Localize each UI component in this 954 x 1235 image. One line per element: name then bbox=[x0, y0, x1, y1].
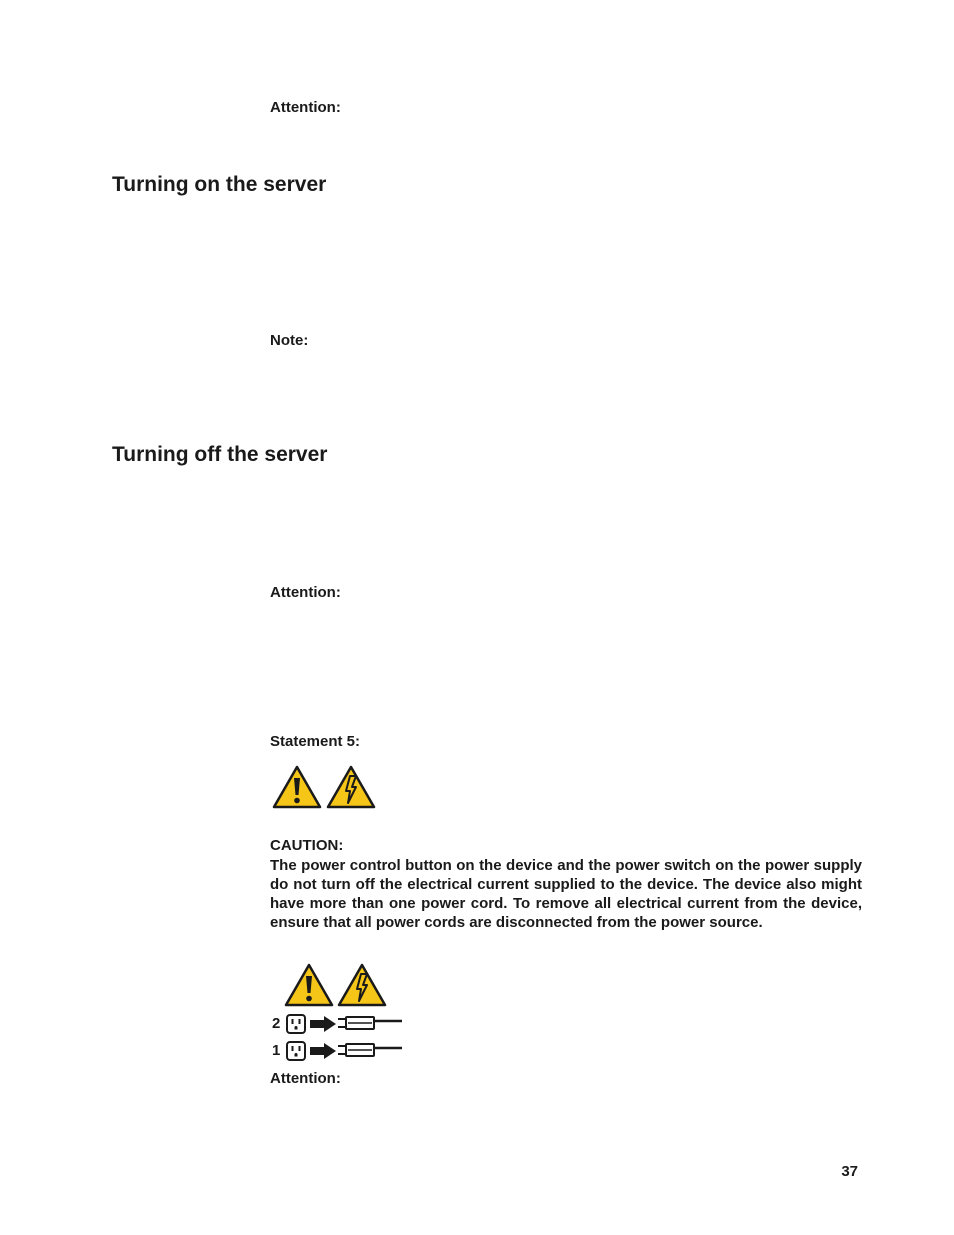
arrow-right-icon bbox=[310, 1043, 336, 1059]
heading-turning-off: Turning off the server bbox=[112, 443, 328, 466]
cord-number: 1 bbox=[272, 1042, 281, 1059]
electrical-hazard-icon bbox=[326, 765, 376, 809]
power-outlet-icon bbox=[286, 1041, 306, 1061]
exclamation-warning-icon bbox=[284, 963, 334, 1007]
caution-text: The power control button on the device and the power switch on the power supply do not turn off the electrical current supplied to the device. The device also might have more than one power cord. To remove all electrical current from the device, ensure that all power cords are disconnected from the power source. bbox=[270, 857, 862, 931]
attention-label: Attention: bbox=[270, 584, 341, 601]
page-number: 37 bbox=[841, 1163, 858, 1180]
power-plug-icon bbox=[336, 1014, 404, 1034]
electrical-hazard-icon bbox=[337, 963, 387, 1007]
attention-label: Attention: bbox=[270, 1070, 341, 1087]
arrow-right-icon bbox=[310, 1016, 336, 1032]
caution-title: CAUTION: bbox=[270, 837, 344, 854]
power-plug-icon bbox=[336, 1041, 404, 1061]
cord-number: 2 bbox=[272, 1015, 281, 1032]
note-label: Note: bbox=[270, 332, 309, 349]
power-outlet-icon bbox=[286, 1014, 306, 1034]
power-cord-row bbox=[270, 1040, 410, 1062]
heading-turning-on: Turning on the server bbox=[112, 173, 327, 196]
power-cord-row bbox=[270, 1013, 410, 1035]
exclamation-warning-icon bbox=[272, 765, 322, 809]
attention-label: Attention: bbox=[270, 99, 341, 116]
statement-label: Statement 5: bbox=[270, 733, 361, 750]
